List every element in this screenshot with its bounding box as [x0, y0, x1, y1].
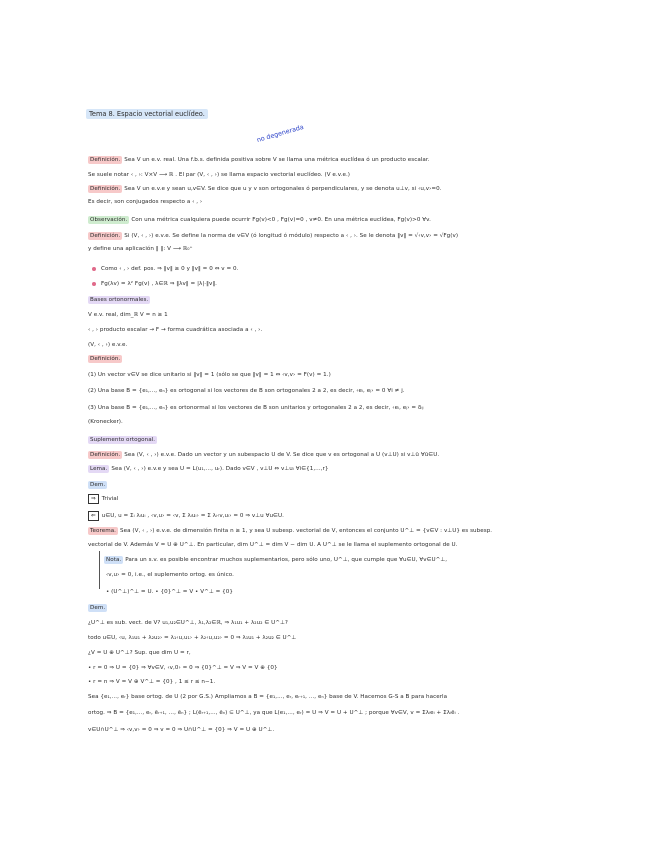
line-text: Sea V un e.v. real. Una f.b.s. definida positiva sobre V se llama una métrica euclídea ó un producto escalar. — [124, 157, 430, 163]
bullet-item — [92, 265, 238, 273]
section-tag: Teorema. — [90, 528, 117, 534]
section-tag: Lema. — [90, 466, 108, 472]
text-line — [88, 451, 439, 459]
note-continuation: ‹v,u› = 0, i.e., el suplemento ortog. es único. — [106, 572, 234, 578]
text-line — [88, 481, 109, 489]
line-text: Sea (V, ‹ , ›) e.v.e. Dado un vector y un subespacio U de V. Se dice que v es ortogonal a U (v⊥U) si v⊥ū ∀ū∈U. — [124, 452, 440, 458]
text-line — [88, 619, 288, 627]
line-text: u∈U, u = Σᵢ λᵢuᵢ , ‹v,u› = ‹v, Σ λᵢuᵢ› = Σ λᵢ‹v,uᵢ› = 0 ⇒ v⊥u ∀u∈U. — [101, 513, 284, 519]
line-text: vectorial de V. Además V = U ⊕ U^⊥. En particular, dim U^⊥ = dim V − dim U. A U^⊥ se le llama el suplemento ortogonal de U. — [88, 542, 458, 548]
section-tag: Dem. — [90, 482, 106, 488]
section-tag: Definición. — [90, 157, 121, 163]
text-line — [88, 527, 492, 535]
handwritten-annotation: no degenerada — [255, 122, 305, 144]
note-continuation: • (U^⊥)^⊥ = U. • {0}^⊥ = V • V^⊥ = {0} — [106, 589, 233, 595]
line-text: • r = n ⇒ V = V ⊕ V^⊥ = {0} , 1 ≤ r ≤ n−1. — [88, 679, 216, 685]
text-line — [88, 311, 168, 319]
line-text: Sea (V, ‹ , ›) e.v.e y sea U = L(u₁,..., uᵣ). Dado v∈V , v⊥U ⇔ v⊥uᵢ ∀i∈{1,...,r} — [111, 466, 329, 472]
line-text: (2) Una base B = {e₁,..., eₙ} es ortogonal si los vectores de B son ortogonales 2 a 2, es decir, ‹eᵢ, eⱼ› = 0 ∀i ≠ j. — [88, 388, 405, 394]
text-line — [88, 156, 430, 164]
section-tag: ⇐ — [88, 511, 99, 521]
text-line — [88, 198, 202, 206]
bullet-text: Como ‹ , › def. pos. ⇒ ‖v‖ ≥ 0 y ‖v‖ = 0 ⇔ v = 0. — [101, 266, 239, 272]
note-text: Para un s.v. es posible encontrar muchos suplementarios, pero sólo uno, U^⊥, que cumple que ∀u∈U, ∀v∈U^⊥, — [125, 557, 448, 563]
text-line — [88, 418, 123, 426]
section-tag: ⇒ — [88, 494, 99, 504]
text-line — [88, 245, 193, 253]
line-text: Con una métrica cualquiera puede ocurrir Fg(v)<0 , Fg(v)=0 , v≠0. En una métrica euclídea, Fg(v)>0 ∀v. — [131, 217, 431, 223]
text-line — [88, 387, 405, 395]
text-line — [88, 185, 442, 193]
text-line — [88, 693, 447, 701]
line-text: (V, ‹ , ›) e.v.e. — [88, 342, 128, 348]
text-line — [88, 371, 331, 379]
line-text: V e.v. real, dim_ℝ V = n ≥ 1 — [88, 312, 168, 318]
text-line — [88, 494, 118, 504]
line-text: ¿U^⊥ es sub. vect. de V? u₁,u₂∈U^⊥, λ₁,λ₂∈ℝ, ⇒ λ₁u₁ + λ₂u₂ ∈ U^⊥? — [88, 620, 288, 626]
section-tag: Observación. — [90, 217, 128, 223]
text-line — [88, 355, 124, 363]
section-tag: Bases ortonormales. — [90, 297, 149, 303]
line-text: Si (V, ‹ , ›) e.v.e. Se define la norma de v∈V (ó longitud ó módulo) respecto a ‹ , ›. Se le denota ‖v‖ = √‹v,v› = √Fg(v) — [124, 233, 459, 239]
bullet-dot-icon — [92, 282, 96, 286]
text-line — [88, 664, 278, 672]
text-line — [88, 649, 191, 657]
text-line — [88, 678, 215, 686]
line-text: ‹ , › producto escalar → F → forma cuadrática asociada a ‹ , ›. — [88, 327, 263, 333]
note-line — [104, 556, 447, 564]
text-line — [88, 404, 424, 412]
line-text: Sea V un e.v.e y sean u,v∈V. Se dice que u y v son ortogonales ó perpendiculares, y se denota u⊥v, si ‹u,v›=0. — [124, 186, 442, 192]
note-tag: Nota. — [106, 557, 122, 563]
section-tag: Definición. — [90, 356, 121, 362]
line-text: Sea {e₁,..., eᵣ} base ortog. de U (2 por G.S.) Ampliamos a B = {e₁,..., eᵣ, eᵣ₊₁, ..., eₙ} base de V. Hacemos G-S a B para hacerla — [88, 694, 448, 700]
bullet-item — [92, 280, 217, 288]
text-line — [88, 171, 350, 179]
line-text: • r = 0 ⇒ U = {0} ⇒ ∀v∈V, ‹v,0› = 0 ⇒ {0}^⊥ = V ⇒ V = V ⊕ {0} — [88, 665, 278, 671]
margin-bracket — [99, 551, 100, 589]
line-text: v∈U∩U^⊥ ⇒ ‹v,v› = 0 ⇒ v = 0 ⇒ U∩U^⊥ = {0} ⇒ V = U ⊕ U^⊥. — [88, 727, 275, 733]
text-line — [88, 511, 284, 521]
text-line — [88, 326, 262, 334]
text-line — [88, 709, 459, 717]
line-text: todo u∈U, ‹u, λ₁u₁ + λ₂u₂› = λ₁‹u,u₁› + λ₂‹u,u₂› = 0 ⇒ λ₁u₁ + λ₂u₂ ∈ U^⊥ — [88, 635, 297, 641]
line-text: Trivial — [101, 496, 119, 502]
bullet-dot-icon — [92, 267, 96, 271]
line-text: (1) Un vector v∈V se dice unitario si ‖v‖ = 1 (sólo se que ‖v‖ = 1 ⇔ ‹v,v› = F(v) = 1.) — [88, 372, 331, 378]
text-line — [88, 634, 296, 642]
text-line — [88, 604, 109, 612]
section-tag: Suplemento ortogonal. — [90, 437, 156, 443]
text-line — [88, 232, 458, 240]
text-line — [88, 436, 159, 444]
text-line — [88, 216, 431, 224]
section-tag: Definición. — [90, 233, 121, 239]
line-text: y define una aplicación ‖ ‖: V ⟶ ℝ₀⁺ — [88, 246, 193, 252]
section-tag: Definición. — [90, 186, 121, 192]
line-text: Es decir, son conjugados respecto a ‹ , › — [88, 199, 203, 205]
page-title: Tema 8. Espacio vectorial euclídeo. — [86, 109, 208, 119]
line-text: Se suele notar ‹ , ›: V×V ⟶ ℝ . El par (V, ‹ , ›) se llama espacio vectorial euclídeo. (V e.v.e.) — [88, 172, 351, 178]
section-tag: Dem. — [90, 605, 106, 611]
line-text: ¿V = U ⊕ U^⊥? Sup. que dim U = r, — [88, 650, 191, 656]
line-text: ortog. ⇒ B = {e₁,..., eᵣ, ēᵣ₊₁, ..., ēₙ} ; L(ēᵣ₊₁,..., ēₙ) ⊆ U^⊥, ya que L(e₁,..., eᵣ) = U ⇒ V = U + U^⊥ ; porque ∀v∈V, v = Σλᵢeᵢ + Σλᵢēᵢ . — [88, 710, 460, 716]
text-line — [88, 541, 458, 549]
bullet-text: Fg(λv) = λ² Fg(v) , λ∈ℝ ⇒ ‖λv‖ = |λ|·‖v‖. — [101, 281, 218, 287]
text-line — [88, 296, 152, 304]
line-text: (3) Una base B = {e₁,..., eₙ} es ortonormal si los vectores de B son unitarios y ortogonales 2 a 2, es decir, ‹eᵢ, eⱼ› = δᵢⱼ — [88, 405, 424, 411]
line-text: Sea (V, ‹ , ›) e.v.e. de dimensión finita n ≥ 1, y sea U subesp. vectorial de V, entonces el conjunto U^⊥ = {v∈V : v⊥U} es subesp. — [120, 528, 493, 534]
line-text: (Kronecker). — [88, 419, 123, 425]
text-line — [88, 341, 127, 349]
section-tag: Definición. — [90, 452, 121, 458]
text-line — [88, 726, 274, 734]
text-line — [88, 465, 328, 473]
